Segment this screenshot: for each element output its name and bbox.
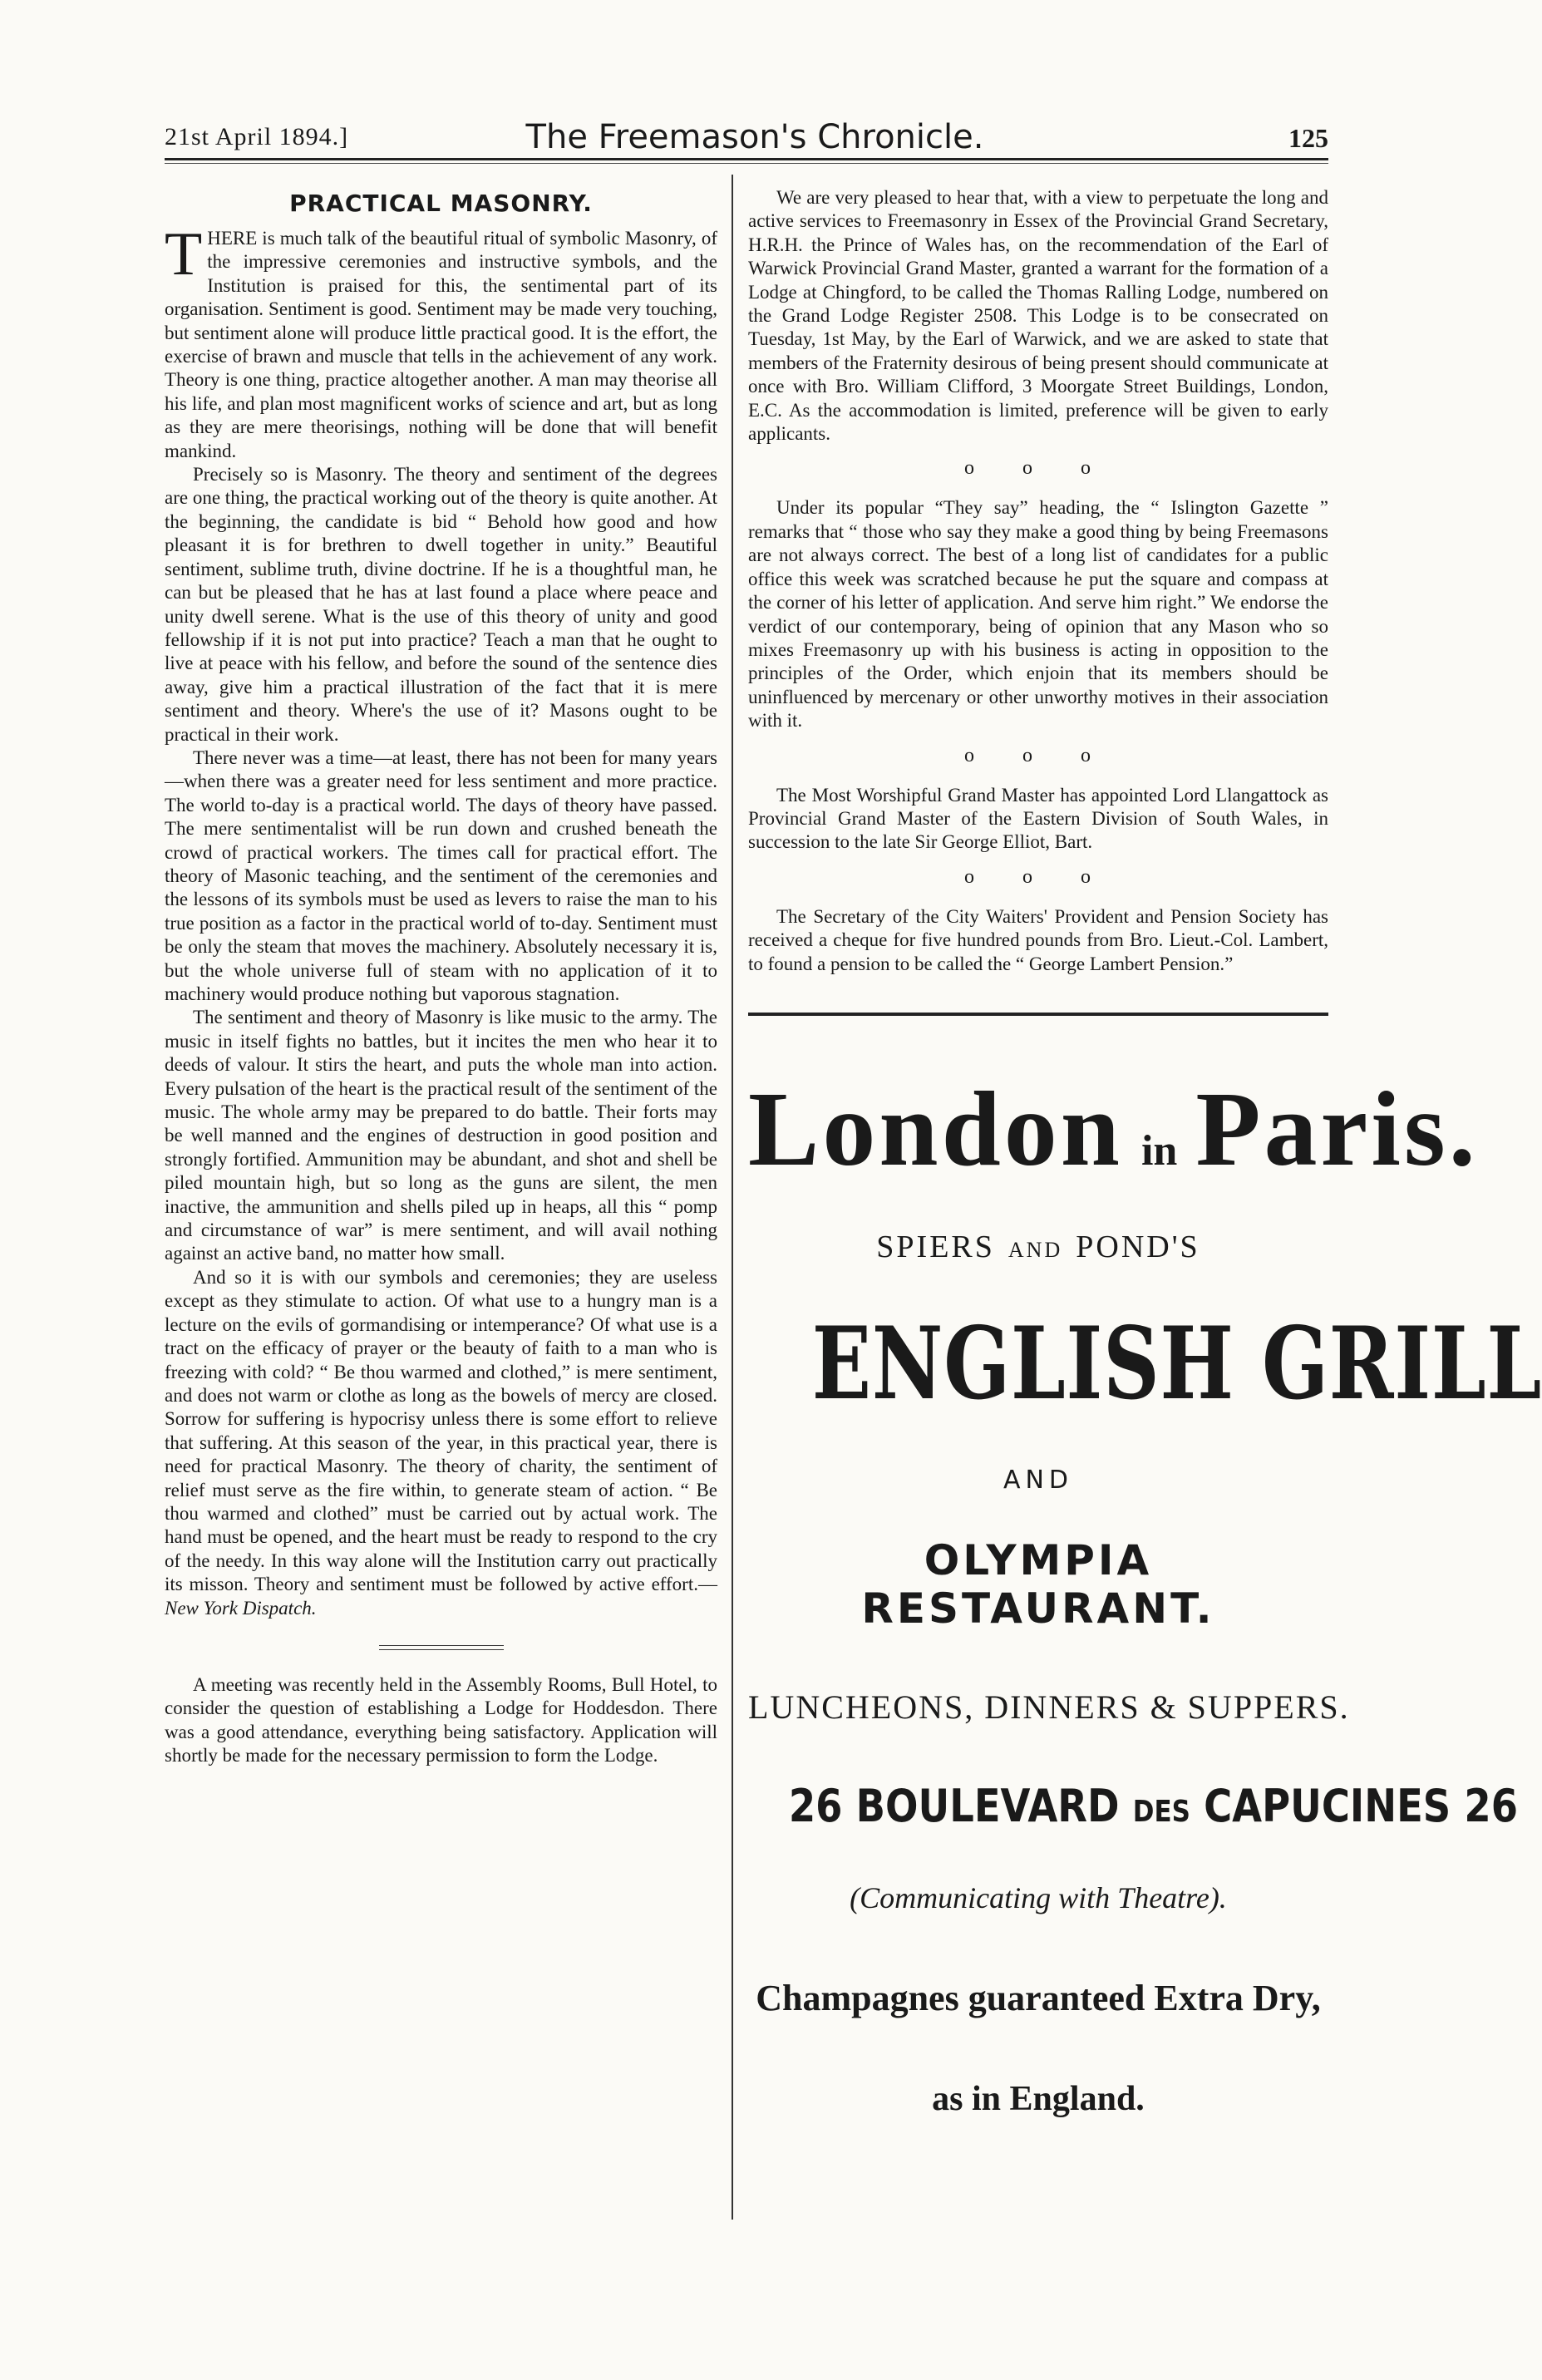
ad-address-b: CAPUCINES 26 xyxy=(1190,1779,1519,1832)
ad-headline xyxy=(748,1069,1479,1188)
ad-english-grill: ENGLISH GRILL xyxy=(811,1304,1542,1422)
running-header xyxy=(165,118,1328,156)
hoddesdon-paragraph: A meeting was recently held in the Assembly Rooms, Bull Hotel, to consider the question of establishing a Lodge for Hoddesdon. There was a good attendance, everything being satisfactory. Application will shortly be made for the necessary permission to form the Lodge. xyxy=(165,1673,717,1767)
separator-dots: o o o xyxy=(964,744,1112,766)
article-heading: PRACTICAL MASONRY. xyxy=(289,190,593,217)
ad-champagnes: Champagnes guaranteed Extra Dry, xyxy=(756,1977,1321,2018)
article-paragraph-3: There never was a time—at least, there has not been for many years—when there was a greater need for less sentiment and more practice. The world to-day is a practical world. The days of theory have passed. The mere sentimentalist will be run down and crushed beneath the crowd of practical workers. The times call for practical effort. The theory of Masonic teaching, and the sentiment of the ceremonies and the lessons of its symbols must be used as levers to raise the man to his true position as a factor in the practical world of to-day. Sentiment must be only the steam that moves the machinery. Absolutely necessary it is, but the whole universe full of steam with no application of it to machinery would produce nothing but vaporous stagnation. xyxy=(165,747,717,1004)
publication-title: The Freemason's Chronicle. xyxy=(525,118,984,156)
ad-address-des: DES xyxy=(1132,1794,1190,1829)
page-number: 125 xyxy=(1288,123,1328,153)
ad-in-word: in xyxy=(1140,1126,1178,1175)
ad-london-word: London xyxy=(748,1069,1123,1188)
drop-cap: T xyxy=(165,220,203,288)
ad-address-a: 26 BOULEVARD xyxy=(788,1779,1133,1832)
header-rule-thin xyxy=(165,163,1328,164)
article-paragraph-1 xyxy=(165,220,717,463)
separator-dots: o o o xyxy=(964,457,1112,480)
news-item-chingford: We are very pleased to hear that, with a view to perpetuate the long and active services to Freemasonry in Essex of the Provincial Grand Secretary, H.R.H. the Prince of Wales has, on the recommendation of the Earl of Warwick Provincial Grand Master, granted a warrant for the formation of a Lodge at Chingford, to be called the Thomas Ralling Lodge, numbered on the Grand Lodge Register 2508. This Lodge is to be consecrated on Tuesday, 1st May, by the Earl of Warwick, and we are asked to state that members of the Fraternity desirous of being present should communicate at once with Bro. William Clifford, 3 Moorgate Street Buildings, London, E.C. As the accommodation is limited, preference will be given to early applicants. xyxy=(748,187,1328,445)
separator-dots: o o o xyxy=(964,865,1112,888)
news-item-waiters: The Secretary of the City Waiters' Provident and Pension Society has received a cheque for five hundred pounds from Bro. Lieut.-Col. Lambert, to found a pension to be called the “ George Lambert Pension.” xyxy=(748,905,1328,974)
issue-date: 21st April 1894.] xyxy=(165,123,349,150)
restaurant-advertisement xyxy=(748,1069,1542,2119)
ad-and-small: AND xyxy=(1007,1237,1063,1262)
article-paragraph-4: The sentiment and theory of Masonry is like music to the army. The music in itself fights no battles, but it incites the men who hear it to deeds of valour. It stirs the heart, and puts the whole man into action. Every pulsation of the heart is the practical result of the sentiment of the music. The whole army may be prepared to do battle. Their forts may be well manned and the engines of destruction in good position and strongly fortified. Ammunition may be abundant, and shot and shell be piled mountain high, but so long as the guns are silent, the men inactive, the ammunition and shells piled up in heaps, all this “ pomp and circumstance of war” is mere sentiment, and will avail nothing against an active band, no matter how small. xyxy=(165,1007,717,1264)
article-paragraph-2: Precisely so is Masonry. The theory and sentiment of the degrees are one thing, the practical working out of the theory is quite another. At the beginning, the candidate is bid “ Behold how good and how pleasant it is for brethren to dwell together in unity.” Beautiful sentiment, sublime truth, divine doctrine. If he is a thoughtful man, he can but be pleased that he has at last found a place where peace and unity dwell serene. What is the use of this theory of unity and good fellowship if it is not put into practice? Teach a man that he ought to live at peace with his fellow, and before the sound of the sentence dies away, give him a practical illustration of the fact that it is mere sentiment and theory. Where's the use of it? Masons ought to be practical in their work. xyxy=(165,464,717,745)
ad-spiers: SPIERS xyxy=(876,1229,995,1264)
column-divider xyxy=(732,175,733,2220)
article-paragraph-5-text: And so it is with our symbols and ceremonies; they are useless except as they stimulate to action. Of what use to a hungry man is a lecture on the evils of gormandising or intemperance? Of what use is a tract on the efficacy of prayer or the beauty of faith to a man who is freezing with cold? “ Be thou warmed and clothed,” is mere sentiment, and does not warm or clothe as long as the bowels of mercy are closed. Sorrow for suffering is hypocrisy unless there is some effort to relieve that suffering. At this season of the year, in this practical year, there is need for practical Masonry. The theory of charity, the sentiment of relief must serve as the fire within, to generate steam of action. “ Be thou warmed and clothed” must be carried out by actual work. The hand must be opened, and the heart must be ready to respond to the cry of the needy. In this way alone will the Institution carry out practically its misson. Theory and sentiment must be followed by active effort.— xyxy=(165,1266,717,1595)
ad-and: AND xyxy=(1003,1465,1074,1495)
ad-england: as in England. xyxy=(932,2079,1145,2118)
ad-meals: LUNCHEONS, DINNERS & SUPPERS. xyxy=(748,1688,1350,1726)
ad-paris-word: Paris. xyxy=(1195,1069,1479,1188)
article-source: New York Dispatch. xyxy=(165,1597,317,1619)
ad-ponds: POND'S xyxy=(1076,1229,1200,1264)
news-item-llangattock: The Most Worshipful Grand Master has appointed Lord Llangattock as Provincial Grand Master of the Eastern Division of South Wales, in succession to the late Sir George Elliot, Bart. xyxy=(748,784,1328,853)
ad-proprietors xyxy=(748,1229,1328,1265)
ad-address xyxy=(788,1779,1519,1832)
ad-communicating: (Communicating with Theatre). xyxy=(850,1880,1227,1914)
header-rule xyxy=(165,158,1328,160)
ad-olympia: OLYMPIA RESTAURANT. xyxy=(861,1535,1215,1633)
article-paragraph-5 xyxy=(165,1266,717,1620)
news-item-islington: Under its popular “They say” heading, the “ Islington Gazette ” remarks that “ those who say they make a good thing by being Freemasons are not always correct. The best of a long list of candidates for a public office this week was scratched because he put the square and compass at the corner of his letter of application. And serve him right.” We endorse the verdict of our contemporary, being of opinion that any Mason who so mixes Freemasonry up with his business is acting in opposition to the principles of the Order, which enjoin that its members should be uninfluenced by mercenary or other unworthy motives in their association with it. xyxy=(748,497,1328,732)
right-column xyxy=(748,186,1542,2119)
advert-rule xyxy=(748,1013,1328,1016)
left-column xyxy=(165,186,717,1768)
article-paragraph-1-text: HERE is much talk of the beautiful ritual of symbolic Masonry, of the impressive ceremonies and instructive symbols, and the Institution is praised for this, the sentimental part of its organisation. Sentiment is good. Sentiment may be made very touching, but sentiment alone will produce little practical good. It is the effort, the exercise of brawn and muscle that tells in the achievement of any work. Theory is one thing, practice altogether another. A man may theorise all his life, and plan most magnificent works of science and art, but as long as they are mere theorisings, nothing will be done that will benefit mankind. xyxy=(165,228,717,461)
article-divider xyxy=(379,1645,504,1650)
